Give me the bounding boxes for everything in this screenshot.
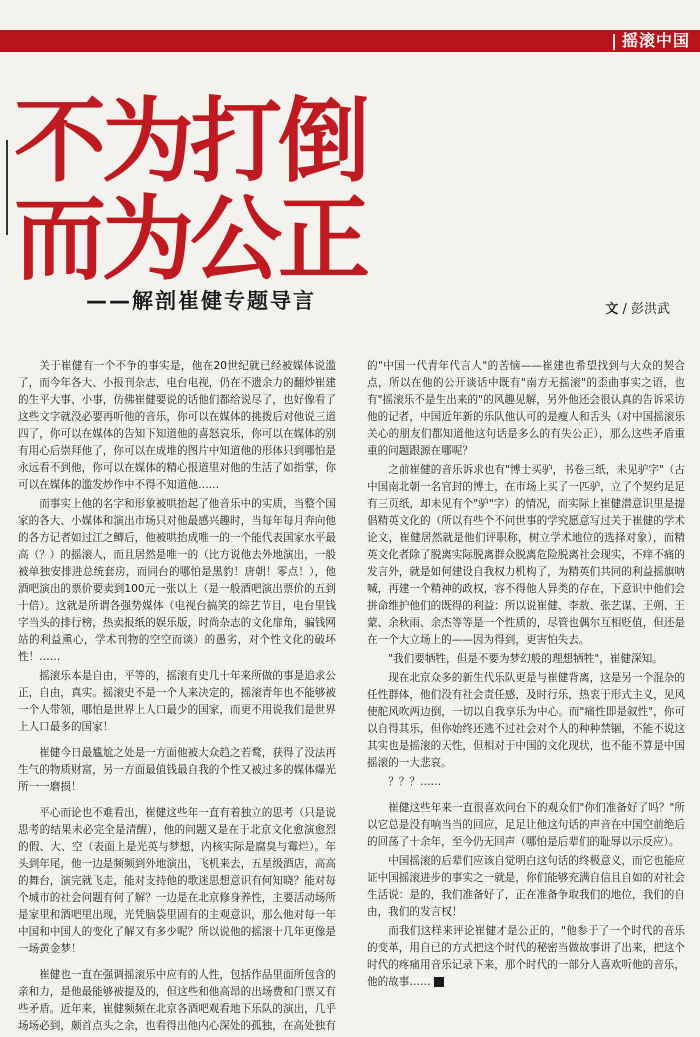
paragraph: 平心而论也不难看出，崔健这些年一直有着独立的思考（只是说思考的结果未必完全是清醒），他的问题又是在于北京文化愈演愈烈的假、大、空（表面上是光英与梦想，内核实际是腐臭与霉烂）。年头到年尾，他一边是频频到外地演出，飞机来去，五星级酒店，高高的舞台，演完就飞走，能对支持他的歌迷思想意识有何知晓？能对每个城市的社会问题有何了解？一边是在北京修身养性，主要活动场所是家里和酒吧里出现，光凭脑袋里固有的主观意识，那么他对每一年中国和中国人的变化了解又有多少呢？所以说他的摇滚十几年更像是一场黄金梦！: [18, 807, 336, 955]
author-byline: [605, 298, 670, 317]
paragraph: 崔健这些年来一直很喜欢问台下的观众们"你们准备好了吗？"所以它总是没有响当当的回应，足足让他这句话的声音在中国空前绝后的回荡了十余年，至今仍无回声（哪怕是后辈们的耻辱以示反应）。: [367, 802, 685, 848]
left-column: [18, 358, 336, 1037]
paragraph: 摇滚乐本是自由，平等的，摇滚有史几十年来所做的事是追求公正，自由，真实。摇滚史不是一个人来决定的，摇滚青年也不能够被一个人带领，哪怕是世界上人口最少的国家，而更不用说我们是世界上人口最多的国家！: [18, 670, 336, 733]
paragraph: 崔健今日最尴尬之处是一方面他被大众趋之若鹜，获得了没法再生气的物质财富，另一方面最值钱最自我的个性又被过多的媒体爆光所一一磨损！: [18, 747, 336, 793]
header-accent-bar: [0, 30, 700, 52]
paragraph-last-text: 而我们这样来评论崔健才是公正的，"他参于了一个时代的音乐的变革，用自已的方式把这个时代的秘密当做故事讲了出来，把这个时代的疼痛用音乐记录下来，那个时代的一部分人喜欢听他的音乐，他的故事……: [367, 925, 685, 988]
section-divider: |: [611, 31, 618, 50]
paragraph: 关于崔健有一个不争的事实是，他在20世纪就已经被媒体说滥了，而今年各大、小报刊杂志，电台电视，仍在不遗余力的翻炒崔建的生平大事、小事，仿佛崔健要说的话他们都给说尽了，也好像看了这些文字就没必要再听他的音乐，你可以在媒体的挑拨后对他说三道四了，你可以在媒体的告知下知道他的喜怒哀乐，你可以在媒体的别有用心后崇拜他了，你可以在成堆的图片中知道他的形体只到哪怕是永远看不到他，你可以在媒体的精心报道里对他的生活了如指掌，你可以在媒体的滥发炒作中不得不知道他……: [18, 360, 336, 491]
author-prefix: 文: [605, 302, 619, 317]
paragraph: 现在北京众多的新生代乐队更是与崔健背离，这是另一个混杂的任性群体，他们没有社会责任感，及时行乐，热衷于形式主义，见风使舵风吹两边倒，一切以自我享乐为中心。而"痛性即是叙性"，你可以自得其乐，但你始终还逃不过社会对个人的种种禁锢，不能不说这其实也是摇滚的天性，但相对于中国的文化现状，也不能不算是中国摇滚的一大悲哀。: [367, 672, 685, 769]
paragraph: "我们要牺牲，但是不要为梦幻般的理想牺牲"，崔健深知。: [388, 653, 663, 665]
article-subtitle: ——解剖崔健专题导言: [86, 289, 316, 313]
article-title-line-2: 而为公正: [14, 186, 367, 293]
paragraph: 之前崔健的音乐诉求也有"博士买驴，书卷三纸，未见驴字"（古中国南北朝一名官封的博士，在市场上买了一匹驴，立了个契约足足有三页纸，却未见有个"驴"字）的情况，而实际上崔健潜意识里是提倡精英文化的（所以有些个不问世事的学究愿意写过关于崔健的学术论文，崔健居然就是他们评职称，树立学术地位的选择对象），而精英文化者除了脱离实际脱离群众脱离危险脱离社会现实，不痒不痛的发言外，就是如何建设自我权力机构了，为精英们共同的利益摇旗呐喊，再建一个精神的政权，容不得他人异类的存在，下意识中他们会拼命维护他们的既得的利益：所以说崔健、李敖、张艺谋、王朔、王蒙、余秋雨、余杰等等是一个性质的，尽管也偶尔互相贬值，但还是在一个大立场上的——因为得到，更害怕失去。: [367, 464, 685, 646]
paragraph: ？？？……: [388, 776, 442, 788]
paragraph-last: [367, 923, 685, 991]
paragraph: 而事实上他的名字和形象被哄抬起了他音乐中的实质，当整个国家的各大、小媒体和演出市场只对他最感兴趣时，当每年每月奔向他的各方记者如过江之鲫后，他被哄抬成唯一的一个能代表国家水平最高（？）的摇滚人，而且居然是唯一的（比方说他去外地演出，一般被单独安排进总统套房，而同台的哪怕是黑豹！唐朝！零点！），他酒吧演出的票价要卖到100元一张以上（是一般酒吧演出票价的五到十倍）。这就是所谓各强势媒体（电视台搞笑的综艺节目，电台里钱字当头的排行榜，热卖报纸的娱乐版，时尚杂志的文化扉角，骗钱网站的利益熏心，学术刊物的空空而谈）的愚劣，对个性文化的破坏性！……: [18, 498, 336, 663]
section-label: [611, 30, 690, 52]
author-separator: /: [622, 302, 627, 317]
article-title-line-1: 不为打倒: [14, 88, 367, 195]
title-rule: [6, 140, 8, 235]
author-name: 彭洪武: [630, 302, 670, 317]
end-mark-icon: [434, 977, 444, 987]
section-label-text: 摇滚中国: [621, 31, 690, 50]
right-column: [367, 358, 685, 993]
paragraph: 中国摇滚的后辈们应该自觉明白这句话的终极意义，而它也能应证中国摇滚进步的事实之一就是，你们能够充满自信且自如的对社会生活说：是的，我们准备好了，正在准备争取我们的地位，我们的自由，我们的发言权！: [367, 855, 685, 918]
paragraph: 的"中国一代青年代言人"的苦恼——崔建也希望找到与大众的契合点，所以在他的公开谈话中既有"南方无摇滚"的歪曲事实之语，也有"摇滚乐不是生出来的"的风趣见解，另外他还会很认真的告诉采访他的记者，中国近年新的乐队他认可的是瘦人和舌头（对中国摇滚乐关心的朋友们都知道他这句话是多么的有失公正），那么这些矛盾重重的问题跟源在哪呢？: [367, 360, 685, 457]
paragraph: 崔健也一直在强调摇滚乐中应有的人性，包括作品里面所包含的亲和力，是他最能够被提及的，但这些和他高昂的出场费和门票又有些矛盾。近年来，崔健频频在北京各酒吧观看地下乐队的演出，几乎场场必到，颇首点头之余，也看得出他内心深处的孤独，在高处独有: [18, 969, 336, 1032]
